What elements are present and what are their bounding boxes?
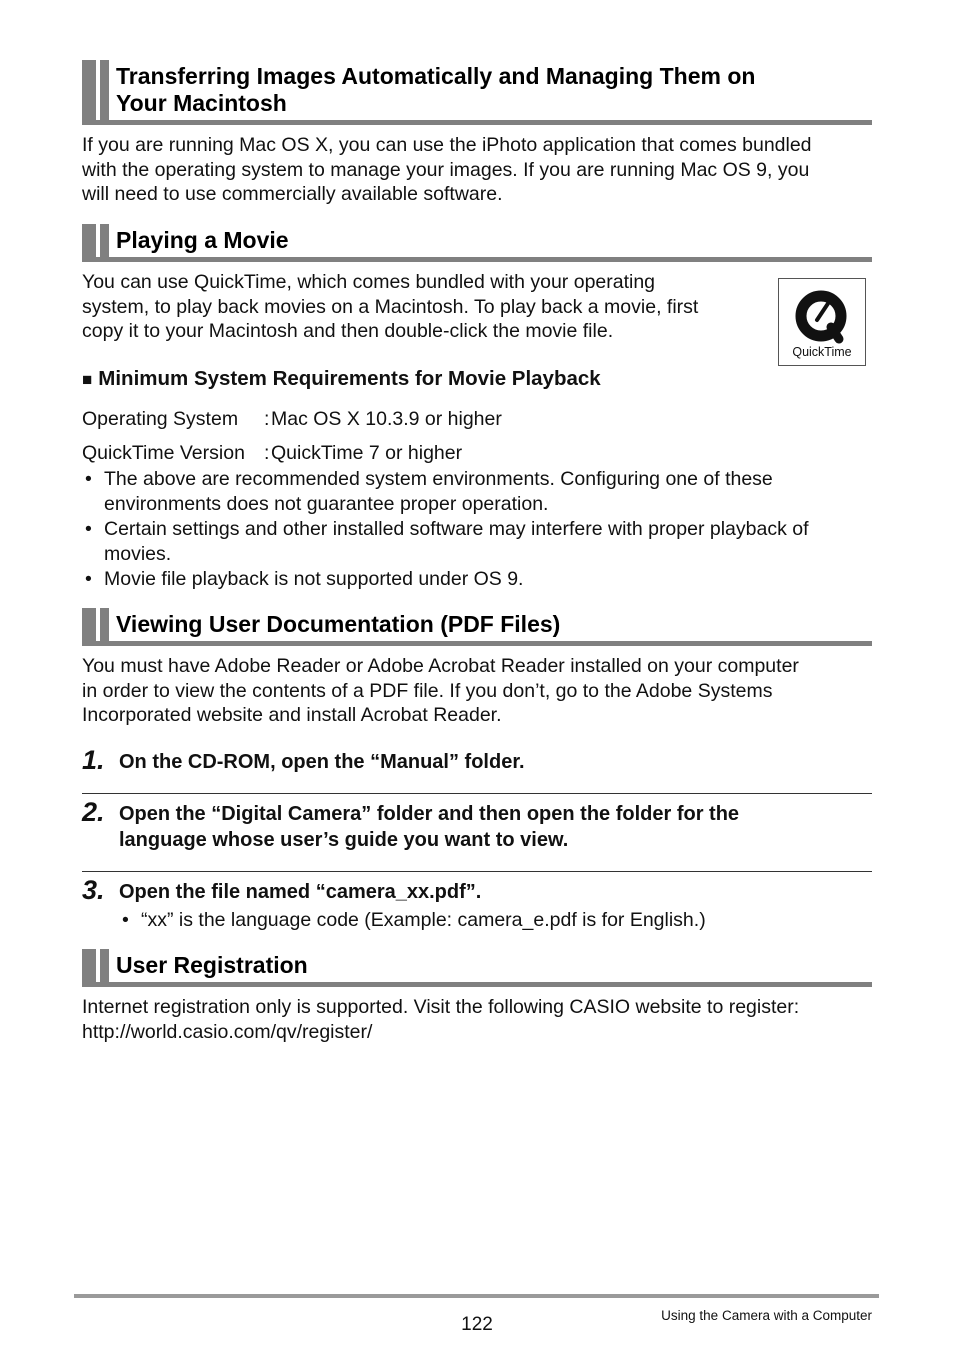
header-accent-bar xyxy=(100,224,109,257)
section-title-line: Your Macintosh xyxy=(116,90,287,116)
section-title: Viewing User Documentation (PDF Files) xyxy=(116,611,561,637)
requirements-row xyxy=(82,439,463,467)
section-title: Playing a Movie xyxy=(116,227,289,253)
bullet-icon: • xyxy=(122,909,129,931)
section-header-movie xyxy=(82,224,872,262)
step-divider xyxy=(82,793,872,794)
bullet-icon: • xyxy=(85,568,92,590)
footer-rule xyxy=(74,1294,879,1298)
section-title xyxy=(116,63,872,117)
step-text-line: language whose user’s guide you want to view. xyxy=(119,829,569,851)
paragraph-line: Incorporated website and install Acrobat Reader. xyxy=(82,704,502,727)
list-item-line: environments does not guarantee proper operation. xyxy=(104,492,549,515)
paragraph-line: copy it to your Macintosh and then double-click the movie file. xyxy=(82,320,614,343)
paragraph-line: in order to view the contents of a PDF file. If you don’t, go to the Adobe Systems xyxy=(82,679,773,702)
docs-paragraph xyxy=(82,654,799,728)
header-accent-bar xyxy=(100,949,109,982)
list-item xyxy=(82,567,872,593)
header-accent-bar xyxy=(82,224,96,257)
step-number: 3. xyxy=(82,875,105,905)
requirements-heading xyxy=(82,366,601,393)
requirements-value: QuickTime 7 or higher xyxy=(271,442,463,464)
step-text: On the CD-ROM, open the “Manual” folder. xyxy=(119,751,525,773)
step-1 xyxy=(82,746,872,778)
requirements-sep: : xyxy=(264,442,270,464)
header-accent-bar xyxy=(82,949,96,982)
registration-url: http://world.casio.com/qv/register/ xyxy=(82,1020,373,1043)
bullet-icon: • xyxy=(85,468,92,490)
quicktime-logo-label: QuickTime xyxy=(792,345,852,359)
paragraph-line: Internet registration only is supported. Visit the following CASIO website to register: xyxy=(82,996,800,1018)
header-accent-bar xyxy=(100,608,109,641)
paragraph-line: You can use QuickTime, which comes bundled with your operating xyxy=(82,271,656,293)
requirements-value: Mac OS X 10.3.9 or higher xyxy=(271,408,502,430)
bullet-icon: • xyxy=(85,518,92,540)
list-item-line: movies. xyxy=(104,542,172,565)
page-number: 122 xyxy=(461,1314,493,1335)
section-header-registration xyxy=(82,949,872,987)
footer-chapter-label: Using the Camera with a Computer xyxy=(661,1308,872,1323)
section-header-docs xyxy=(82,608,872,646)
list-item xyxy=(82,467,872,517)
step-number: 2. xyxy=(82,797,105,827)
list-item-line: Movie file playback is not supported under OS 9. xyxy=(104,568,524,590)
header-underline xyxy=(82,120,872,125)
step-2 xyxy=(82,798,872,854)
paragraph-line: You must have Adobe Reader or Adobe Acrobat Reader installed on your computer xyxy=(82,655,799,677)
requirements-heading-text: Minimum System Requirements for Movie Playback xyxy=(98,367,601,390)
header-underline xyxy=(82,641,872,646)
requirements-sep: : xyxy=(264,408,270,430)
step-3 xyxy=(82,876,872,908)
section-title-line: Transferring Images Automatically and Managing Them on xyxy=(116,63,756,89)
paragraph-line: If you are running Mac OS X, you can use the iPhoto application that comes bundled xyxy=(82,134,812,156)
header-underline xyxy=(82,982,872,987)
step-number: 1. xyxy=(82,745,105,775)
requirements-label: QuickTime Version xyxy=(82,442,245,464)
paragraph-line: will need to use commercially available software. xyxy=(82,183,503,206)
movie-paragraph xyxy=(82,270,772,344)
paragraph-line: system, to play back movies on a Macintosh. To play back a movie, first xyxy=(82,295,699,318)
header-accent-bar xyxy=(82,608,96,641)
square-bullet-icon: ■ xyxy=(82,370,93,389)
quicktime-icon xyxy=(779,283,864,347)
step-text: Open the file named “camera_xx.pdf”. xyxy=(119,881,482,903)
list-item-line: Certain settings and other installed software may interfere with proper playback of xyxy=(104,518,809,540)
section-header-transfer xyxy=(82,60,872,126)
header-underline xyxy=(82,257,872,262)
step-text-line: Open the “Digital Camera” folder and then open the folder for the xyxy=(119,803,740,825)
requirements-label: Operating System xyxy=(82,408,239,430)
requirements-table xyxy=(82,405,502,467)
requirements-row xyxy=(82,405,502,433)
transfer-paragraph xyxy=(82,133,812,207)
list-item xyxy=(82,517,872,567)
quicktime-logo xyxy=(778,278,866,366)
list-item-line: The above are recommended system environments. Configuring one of these xyxy=(104,468,773,490)
section-title: User Registration xyxy=(116,952,308,978)
header-accent-bar xyxy=(100,60,109,121)
step-note-text: “xx” is the language code (Example: camera_e.pdf is for English.) xyxy=(141,909,706,931)
paragraph-line: with the operating system to manage your images. If you are running Mac OS 9, you xyxy=(82,158,810,181)
registration-paragraph xyxy=(82,995,799,1044)
step-divider xyxy=(82,871,872,872)
header-accent-bar xyxy=(82,60,96,121)
